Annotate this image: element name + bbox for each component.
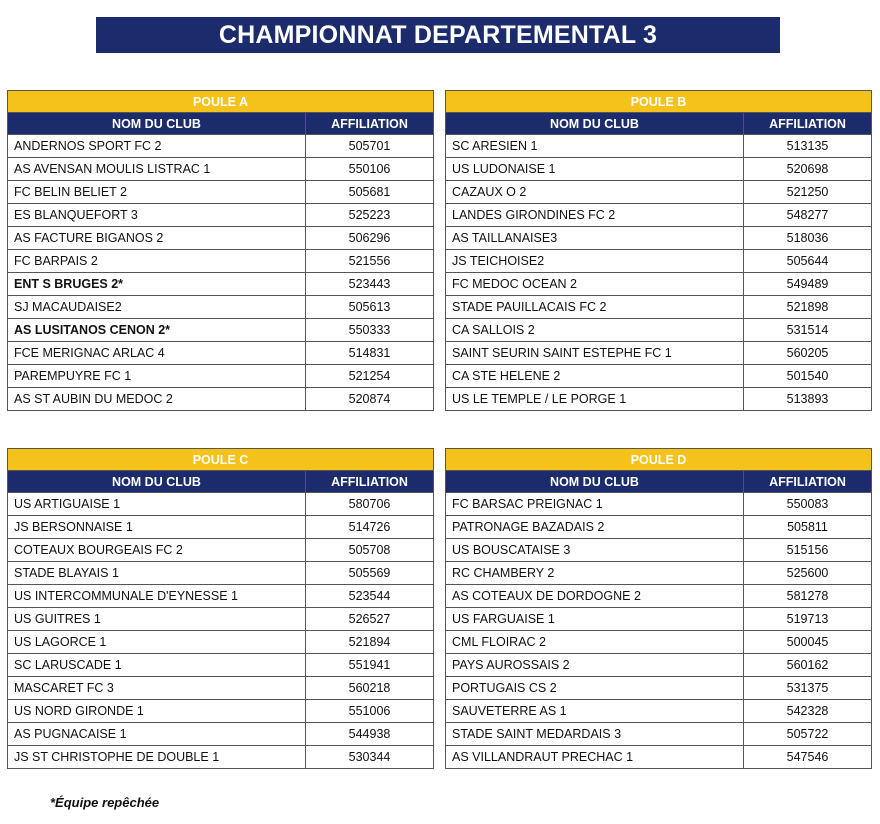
affiliation-number: 521898 [744,296,872,319]
affiliation-number: 515156 [744,539,872,562]
club-name: JS TEICHOISE2 [446,250,744,273]
club-name: AS TAILLANAISE3 [446,227,744,250]
poule-header: POULE C [8,449,434,471]
table-row [446,516,872,539]
poule-header: POULE A [8,91,434,113]
club-name: FC BARPAIS 2 [8,250,306,273]
club-name: PAYS AUROSSAIS 2 [446,654,744,677]
table-row [446,227,872,250]
table-row [8,319,434,342]
club-name: JS ST CHRISTOPHE DE DOUBLE 1 [8,746,306,769]
column-header-club: NOM DU CLUB [8,471,306,493]
column-header-affiliation: AFFILIATION [744,113,872,135]
table-row [446,273,872,296]
affiliation-number: 530344 [306,746,434,769]
affiliation-number: 523443 [306,273,434,296]
club-name: US ARTIGUAISE 1 [8,493,306,516]
affiliation-number: 521250 [744,181,872,204]
club-name: CAZAUX O 2 [446,181,744,204]
affiliation-number: 551006 [306,700,434,723]
table-row [8,181,434,204]
table-row [8,273,434,296]
affiliation-number: 505701 [306,135,434,158]
affiliation-number: 531514 [744,319,872,342]
affiliation-number: 500045 [744,631,872,654]
club-name: AS ST AUBIN DU MEDOC 2 [8,388,306,411]
club-name: FC BARSAC PREIGNAC 1 [446,493,744,516]
poule-b-table [445,90,871,411]
table-row [8,654,434,677]
table-row [8,250,434,273]
table-row [446,723,872,746]
table-row [446,631,872,654]
club-name: CA STE HELENE 2 [446,365,744,388]
table-row [446,319,872,342]
club-name: AS AVENSAN MOULIS LISTRAC 1 [8,158,306,181]
column-header-affiliation: AFFILIATION [744,471,872,493]
affiliation-number: 514726 [306,516,434,539]
table-row [8,342,434,365]
table-row [446,204,872,227]
club-name: STADE BLAYAIS 1 [8,562,306,585]
affiliation-number: 506296 [306,227,434,250]
club-name: SC ARESIEN 1 [446,135,744,158]
affiliation-number: 521254 [306,365,434,388]
table-row [8,677,434,700]
affiliation-number: 549489 [744,273,872,296]
club-name: SJ MACAUDAISE2 [8,296,306,319]
footnote: *Équipe repêchée [50,795,160,810]
page-title: CHAMPIONNAT DEPARTEMENTAL 3 [96,17,780,53]
club-name: MASCARET FC 3 [8,677,306,700]
affiliation-number: 518036 [744,227,872,250]
club-name: STADE SAINT MEDARDAIS 3 [446,723,744,746]
affiliation-number: 551941 [306,654,434,677]
club-name: US LE TEMPLE / LE PORGE 1 [446,388,744,411]
affiliation-number: 548277 [744,204,872,227]
table-row [8,493,434,516]
table-row [8,388,434,411]
club-name: SAINT SEURIN SAINT ESTEPHE FC 1 [446,342,744,365]
affiliation-number: 520698 [744,158,872,181]
poule-header: POULE D [446,449,872,471]
club-name: AS FACTURE BIGANOS 2 [8,227,306,250]
club-name: PATRONAGE BAZADAIS 2 [446,516,744,539]
club-name: AS LUSITANOS CENON 2* [8,319,306,342]
affiliation-number: 560205 [744,342,872,365]
affiliation-number: 550083 [744,493,872,516]
table-row [8,135,434,158]
club-name: US NORD GIRONDE 1 [8,700,306,723]
table-row [446,562,872,585]
table-row [446,539,872,562]
affiliation-number: 581278 [744,585,872,608]
column-header-club: NOM DU CLUB [446,113,744,135]
club-name: US LUDONAISE 1 [446,158,744,181]
club-name: JS BERSONNAISE 1 [8,516,306,539]
club-name: US GUITRES 1 [8,608,306,631]
club-name: US INTERCOMMUNALE D'EYNESSE 1 [8,585,306,608]
table-row [446,181,872,204]
club-name: RC CHAMBERY 2 [446,562,744,585]
table-row [446,158,872,181]
club-name: PORTUGAIS CS 2 [446,677,744,700]
table-row [8,723,434,746]
affiliation-number: 580706 [306,493,434,516]
table-row [8,296,434,319]
club-name: US LAGORCE 1 [8,631,306,654]
table-row [8,585,434,608]
table-row [8,746,434,769]
column-header-club: NOM DU CLUB [446,471,744,493]
poule-a-table [7,90,433,411]
table-row [8,562,434,585]
table-row [446,608,872,631]
affiliation-number: 550106 [306,158,434,181]
table-row [8,227,434,250]
club-name: CML FLOIRAC 2 [446,631,744,654]
club-name: FCE MERIGNAC ARLAC 4 [8,342,306,365]
affiliation-number: 560162 [744,654,872,677]
table-row [446,296,872,319]
affiliation-number: 501540 [744,365,872,388]
club-name: SAUVETERRE AS 1 [446,700,744,723]
club-name: AS VILLANDRAUT PRECHAC 1 [446,746,744,769]
club-name: ES BLANQUEFORT 3 [8,204,306,227]
affiliation-number: 521894 [306,631,434,654]
table-row [446,700,872,723]
affiliation-number: 514831 [306,342,434,365]
table-row [8,631,434,654]
club-name: US FARGUAISE 1 [446,608,744,631]
club-name: PAREMPUYRE FC 1 [8,365,306,388]
table-row [446,677,872,700]
club-name: FC MEDOC OCEAN 2 [446,273,744,296]
table-row [446,135,872,158]
table-row [8,608,434,631]
affiliation-number: 526527 [306,608,434,631]
affiliation-number: 505722 [744,723,872,746]
affiliation-number: 505811 [744,516,872,539]
table-row [446,654,872,677]
poule-header: POULE B [446,91,872,113]
club-name: AS COTEAUX DE DORDOGNE 2 [446,585,744,608]
column-header-club: NOM DU CLUB [8,113,306,135]
affiliation-number: 531375 [744,677,872,700]
table-row [446,388,872,411]
table-row [8,700,434,723]
poule-c-table [7,448,433,769]
table-row [446,365,872,388]
table-row [8,516,434,539]
affiliation-number: 550333 [306,319,434,342]
affiliation-number: 544938 [306,723,434,746]
club-name: CA SALLOIS 2 [446,319,744,342]
table-row [446,342,872,365]
affiliation-number: 513135 [744,135,872,158]
table-row [8,204,434,227]
table-row [8,365,434,388]
table-row [446,250,872,273]
affiliation-number: 525600 [744,562,872,585]
club-name: STADE PAUILLACAIS FC 2 [446,296,744,319]
club-name: ENT S BRUGES 2* [8,273,306,296]
affiliation-number: 505708 [306,539,434,562]
affiliation-number: 521556 [306,250,434,273]
affiliation-number: 523544 [306,585,434,608]
table-row [8,158,434,181]
affiliation-number: 513893 [744,388,872,411]
affiliation-number: 542328 [744,700,872,723]
table-row [446,585,872,608]
affiliation-number: 520874 [306,388,434,411]
poule-d-table [445,448,871,769]
club-name: ANDERNOS SPORT FC 2 [8,135,306,158]
club-name: AS PUGNACAISE 1 [8,723,306,746]
affiliation-number: 547546 [744,746,872,769]
table-row [446,493,872,516]
affiliation-number: 505569 [306,562,434,585]
affiliation-number: 505644 [744,250,872,273]
column-header-affiliation: AFFILIATION [306,471,434,493]
affiliation-number: 560218 [306,677,434,700]
affiliation-number: 519713 [744,608,872,631]
club-name: US BOUSCATAISE 3 [446,539,744,562]
club-name: SC LARUSCADE 1 [8,654,306,677]
club-name: LANDES GIRONDINES FC 2 [446,204,744,227]
affiliation-number: 525223 [306,204,434,227]
affiliation-number: 505681 [306,181,434,204]
affiliation-number: 505613 [306,296,434,319]
club-name: FC BELIN BELIET 2 [8,181,306,204]
club-name: COTEAUX BOURGEAIS FC 2 [8,539,306,562]
table-row [8,539,434,562]
column-header-affiliation: AFFILIATION [306,113,434,135]
table-row [446,746,872,769]
